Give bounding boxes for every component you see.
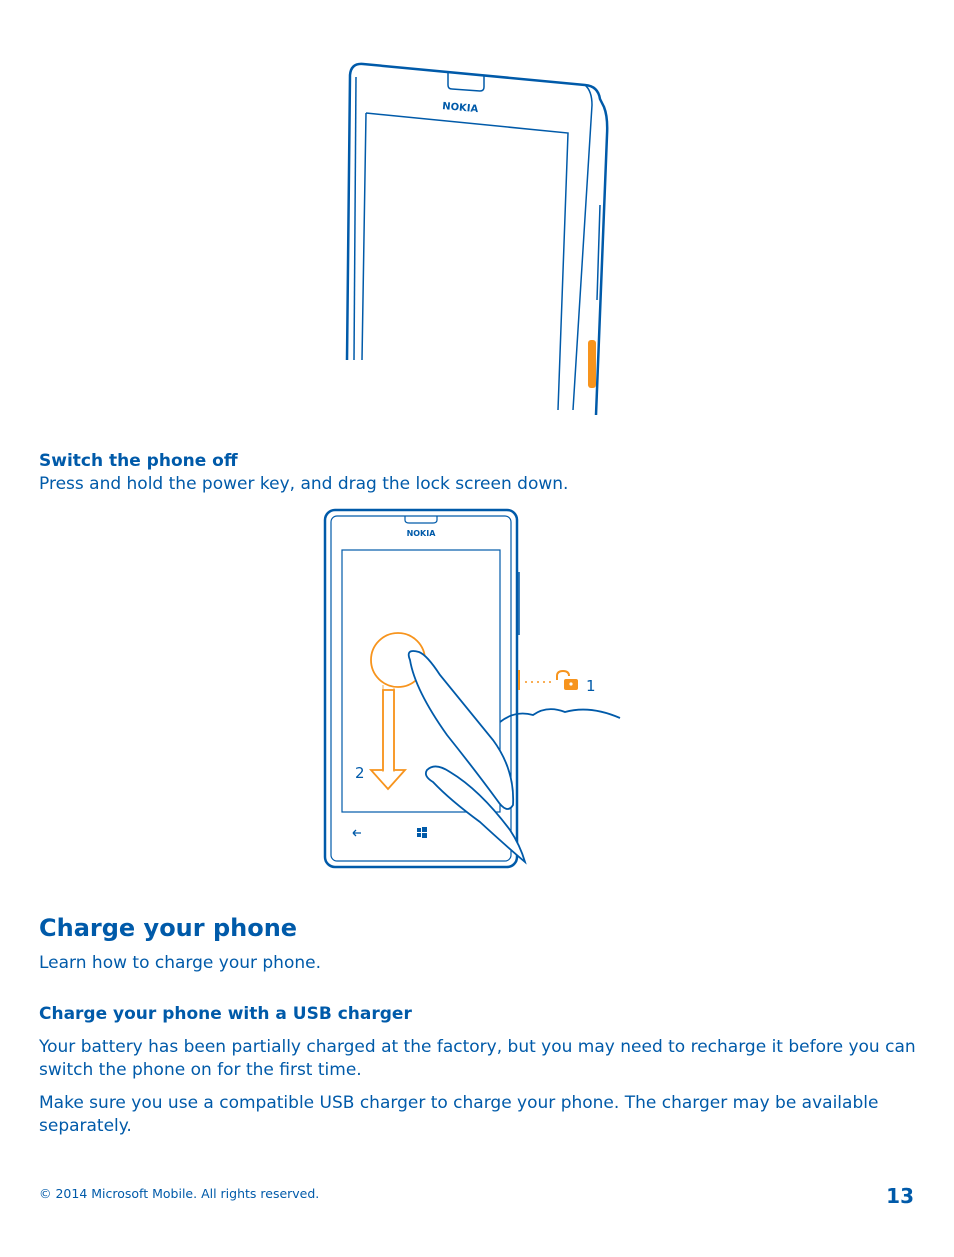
usb-charger-paragraph-2: Make sure you use a compatible USB charger to charge your phone. The charger may be available separately.: [39, 1093, 879, 1136]
volume-key: [597, 205, 600, 300]
switch-off-instructions: Press and hold the power key, and drag the lock screen down.: [39, 474, 569, 494]
callout-1-label: 1: [586, 677, 596, 695]
callout-2-label: 2: [355, 764, 365, 782]
switch-off-heading: Switch the phone off: [39, 451, 238, 471]
earpiece: [405, 516, 437, 523]
lock-icon: [557, 671, 578, 690]
charge-intro: Learn how to charge your phone.: [39, 953, 321, 973]
charge-heading: Charge your phone: [39, 914, 298, 942]
phone-body-inner-edge: [354, 77, 356, 360]
phone-body-outline: [347, 64, 607, 415]
drag-down-arrow-icon: [371, 685, 405, 789]
phone-side-illustration: [330, 55, 630, 425]
phone-screen-outline: [362, 113, 568, 410]
back-key-icon: [353, 830, 361, 836]
usb-charger-paragraph-1: Your battery has been partially charged at the factory, but you may need to recharge it before you can switch the phone on for the first time.: [39, 1037, 916, 1080]
lock-screen-drag-illustration: [315, 500, 635, 880]
footer-copyright: © 2014 Microsoft Mobile. All rights reserved.: [39, 1186, 320, 1201]
power-key: [588, 340, 596, 388]
usb-charger-heading: Charge your phone with a USB charger: [39, 1004, 412, 1024]
phone-brand-logo: NOKIA: [406, 529, 436, 538]
page-number: 13: [886, 1184, 914, 1208]
phone-brand-logo: NOKIA: [441, 101, 479, 116]
windows-key-icon: [417, 827, 427, 838]
